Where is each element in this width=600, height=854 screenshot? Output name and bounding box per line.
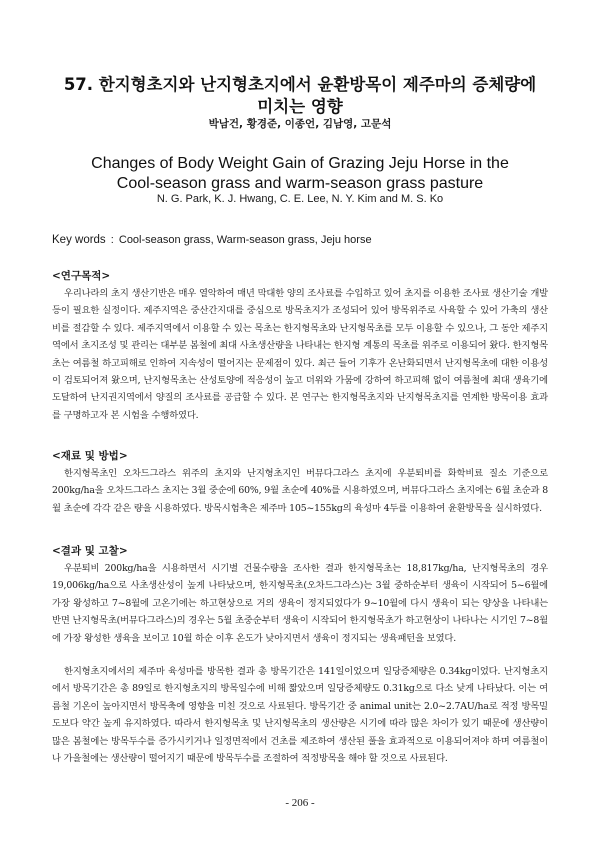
title-english-line2: Cool-season grass and warm-season grass pasture bbox=[116, 175, 484, 192]
paragraph-results-2: 한지형초지에서의 제주마 육성마를 방목한 결과 총 방목기간은 141일이었으며 일당증체량은 0.34kg이었다. 난지형초지에서 방목기간은 총 89일로 한지형초지의 방목일수에 비해 짧았으며 일당증체량도 0.31kg으로 다소 낮게 나타났다. 이는 여름철 기온이 높아지면서 방목축에 영향을 미친 것으로 사료된다. 방목기간 중 animal unit는 2.0~2.7AU/ha로 적정 방목밀도보다 약간 높게 유지하였다. 따라서 한지형목초 및 난지형목초의 생산량은 시기에 따라 많은 차이가 있기 때문에 생산량이 많은 봄철에는 방목두수를 증가시키거나 일정면적에서 건초를 제조하여 생산된 풀을 효과적으로 이용되어져야 하며 여름철이나 가을철에는 생산량이 떨어지기 때문에 방목두수를 조절하여 적정방목을 해야 할 것으로 사료된다. bbox=[52, 666, 548, 765]
keywords-label: Key words bbox=[52, 234, 106, 246]
title-english-line1: Changes of Body Weight Gain of Grazing Jeju Horse in the bbox=[91, 155, 509, 172]
paragraph-methods: 한지형목초인 오차드그라스 위주의 초지와 난지형초지인 버뮤다그라스 초지에 우분퇴비를 화학비료 질소 기준으로 200kg/ha을 오차드그라스 초지는 3월 중순에 60%, 9월 초순에 40%를 시용하였으며, 버뮤다그라스 초지에는 6월 초순과 8월 초순에 각각 같은 량을 시용하였다. 방목시험축은 제주마 105~155kg의 육성마 4두를 이용하여 윤환방목을 실시하였다. bbox=[52, 468, 548, 514]
section-heading-purpose: <연구목적> bbox=[52, 270, 111, 282]
page-number: - 206 - bbox=[285, 797, 315, 809]
keywords-text: Cool-season grass, Warm-season grass, Jeju horse bbox=[118, 234, 372, 246]
keywords-line bbox=[52, 234, 552, 246]
section-heading-results: <결과 및 고찰> bbox=[52, 545, 128, 557]
title-korean-line1: 57. 한지형초지와 난지형초지에서 윤환방목이 제주마의 증체량에 bbox=[63, 75, 537, 94]
title-korean-line2: 미치는 영향 bbox=[257, 97, 343, 116]
paragraph-results-1: 우분퇴비 200kg/ha을 시용하면서 시기별 건물수량을 조사한 결과 한지형목초는 18,817kg/ha, 난지형목초의 경우 19,006kg/ha으로 사초생산성이 높게 나타났으며, 한지형목초(오차드그라스)는 3월 중하순부터 생육이 시작되어 5~6월에 가장 왕성하고 7~8월에 고온기에는 하고현상으로 거의 생육이 정지되었다가 9~10월에 다시 생육이 되는 양상을 나타내는 반면 난지형목초(버뮤다그라스)의 경우는 5월 초중순부터 생육이 시작되어 한지형목초가 하고현상이 나타나는 시기인 7~8월에 가장 왕성한 생육을 보이고 10월 하순 이후 온도가 낮아지면서 생육이 정지되는 생육패턴을 보였다. bbox=[52, 563, 548, 644]
section-heading-methods: <재료 및 방법> bbox=[52, 450, 128, 462]
paragraph-purpose: 우리나라의 초지 생산기반은 매우 열악하여 매년 막대한 양의 조사료를 수입하고 있어 초지를 이용한 조사료 생산기술 개발 등이 필요한 실정이다. 제주지역은 중산간지대를 중심으로 방목초지가 조성되어 있어 방목위주로 사육할 수 있어 가축의 생산비를 절감할 수 있다. 제주지역에서 이용할 수 있는 목초는 한지형목초와 난지형목초를 모두 이용할 수 있으나, 그 동안 제주지역에서 초지조성 및 관리는 대부분 봄철에 최대 사초생산량을 나타내는 한지형 계통의 목초를 위주로 이용되어 왔다. 한지형목초는 여름철 하고피해로 인하여 지속성이 떨어지는 문제점이 있다. 최근 들어 기후가 온난화되면서 난지형목초에 대한 이용성이 검토되어져 왔으며, 난지형목초는 산성토양에 적응성이 높고 더위와 가뭄에 강하여 하고피해 없이 여름철에 최대 생육기에 도달하여 난지권지역에서 양질의 조사료를 공급할 수 있다. 본 연구는 한지형목초지와 난지형목초지를 연계한 방목이용 효과를 구명하고자 본 시험을 수행하였다. bbox=[52, 288, 548, 421]
authors-english: N. G. Park, K. J. Hwang, C. E. Lee, N. Y. Kim and M. S. Ko bbox=[156, 193, 444, 205]
keywords-separator: : bbox=[110, 234, 114, 246]
authors-korean: 박남건, 황경준, 이종언, 김남영, 고문석 bbox=[208, 118, 392, 130]
